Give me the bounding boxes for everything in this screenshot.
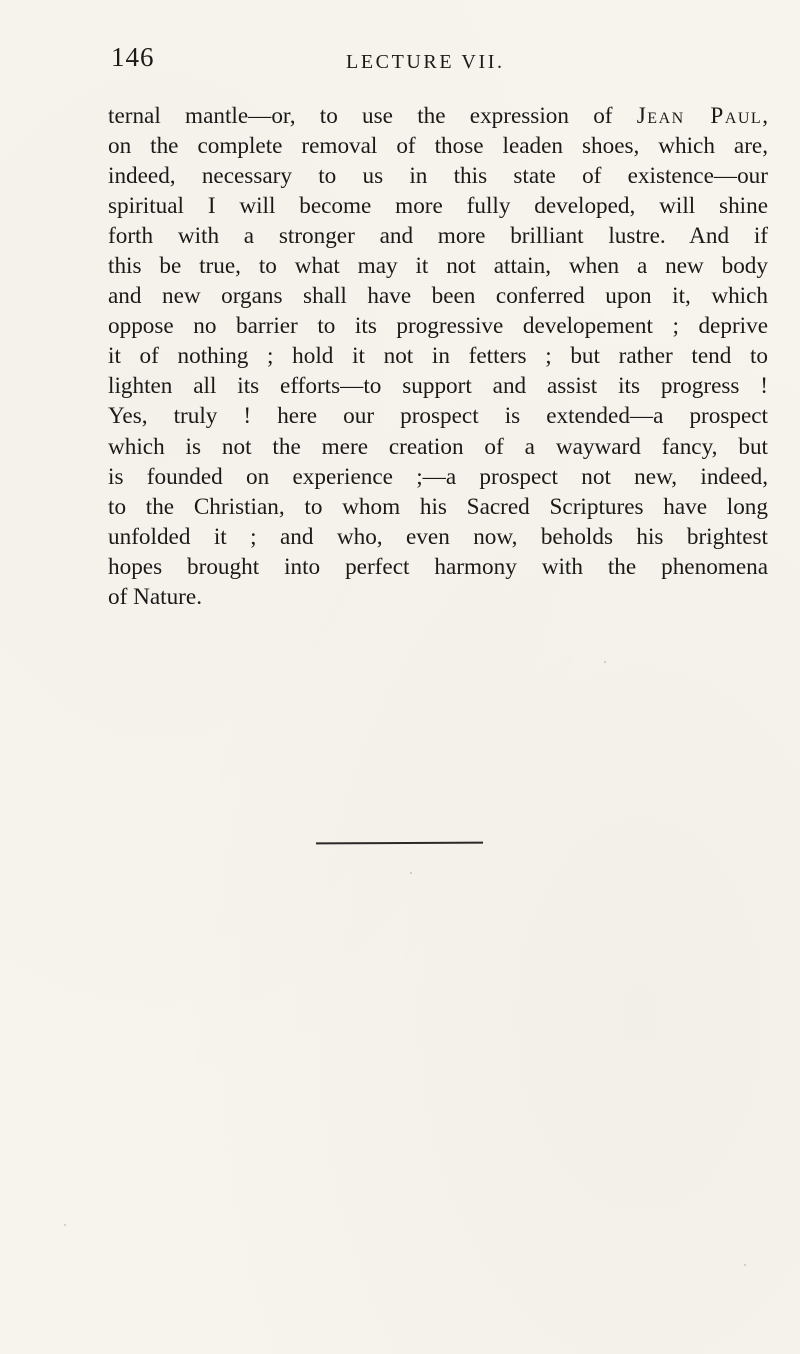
text-line: [108, 101, 768, 131]
body-paragraph: [108, 101, 768, 612]
paper-speck: [604, 661, 606, 663]
text-line: lighten all its efforts—to support and assist its progress !: [108, 373, 768, 400]
text-line: oppose no barrier to its progressive developement ; deprive: [108, 313, 768, 340]
text-line: and new organs shall have been conferred upon it, which: [108, 283, 768, 310]
text-line-segment: ternal mantle—or, to use the expression of: [108, 103, 637, 129]
text-line: spiritual I will become more fully developed, will shine: [108, 193, 768, 220]
paper-speck: [410, 872, 412, 874]
text-line: it of nothing ; hold it not in fetters ; but rather tend to: [108, 343, 768, 370]
paper-speck: [744, 1264, 746, 1266]
page-number: 146: [111, 42, 155, 72]
text-line: Yes, truly ! here our prospect is extended—a prospect: [108, 403, 768, 430]
page-header: [0, 42, 800, 82]
text-line: to the Christian, to whom his Sacred Scriptures have long: [108, 493, 768, 520]
text-line: forth with a stronger and more brilliant lustre. And if: [108, 223, 768, 250]
text-line: which is not the mere creation of a wayward fancy, but: [108, 433, 768, 460]
text-line: on the complete removal of those leaden shoes, which are,: [108, 133, 768, 160]
text-line-segment: ,: [762, 103, 768, 129]
text-line: is founded on experience ;—a prospect not new, indeed,: [108, 463, 768, 490]
paper-speck: [64, 1224, 66, 1226]
end-rule: [316, 842, 483, 845]
text-line: hopes brought into perfect harmony with the phenomena: [108, 553, 768, 580]
running-head: LECTURE VII.: [346, 51, 505, 73]
text-line: indeed, necessary to us in this state of existence—our: [108, 163, 768, 190]
text-line: of Nature.: [108, 583, 202, 610]
author-name: Jean Paul: [636, 103, 763, 129]
text-line: this be true, to what may it not attain, when a new body: [108, 253, 768, 280]
text-line: unfolded it ; and who, even now, beholds his brightest: [108, 523, 768, 550]
